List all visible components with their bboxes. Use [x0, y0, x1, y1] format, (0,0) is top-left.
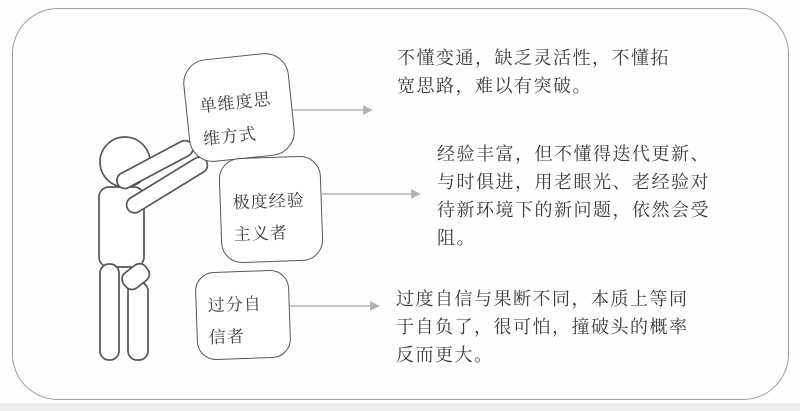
box-label-line: 主义者 [233, 223, 289, 245]
annotation-line: 经验丰富，但不懂得迭代更新、 [437, 144, 710, 164]
annotation-line: 过度自信与果断不同，本质上等同 [396, 289, 689, 309]
person-leg-left [100, 264, 119, 360]
person-leg-right [128, 282, 148, 360]
annotation-line: 宽思路，难以有突破。 [397, 76, 592, 96]
box-label-line: 单维度思 [198, 89, 273, 117]
concept-box-extreme-empiricist [218, 155, 324, 263]
concept-box-overconfident [194, 269, 291, 360]
annotation-single-dimension [397, 44, 670, 100]
annotation-overconfident [396, 285, 689, 369]
box-label-line: 信者 [208, 326, 246, 348]
annotation-line: 不懂变通，缺乏灵活性，不懂拓 [397, 48, 670, 68]
box-label-line: 过分自 [207, 294, 262, 316]
stick-person-icon [99, 137, 210, 360]
box-label-line: 极度经验 [232, 190, 306, 213]
annotation-line: 于自负了，很可怕，撞破头的概率 [396, 317, 689, 337]
box-label-line: 维方式 [202, 124, 258, 149]
annotation-line: 与时俱进，用老眼光、老经验对 [437, 172, 710, 192]
annotation-line: 待新环境下的新问题，依然会受 [437, 200, 710, 220]
annotation-extreme-empiricist [437, 140, 710, 252]
annotation-line: 阻。 [437, 228, 476, 248]
concept-box-single-dimension [181, 51, 297, 165]
image-bottom-edge [0, 403, 800, 411]
annotation-line: 反而更大。 [396, 345, 494, 365]
